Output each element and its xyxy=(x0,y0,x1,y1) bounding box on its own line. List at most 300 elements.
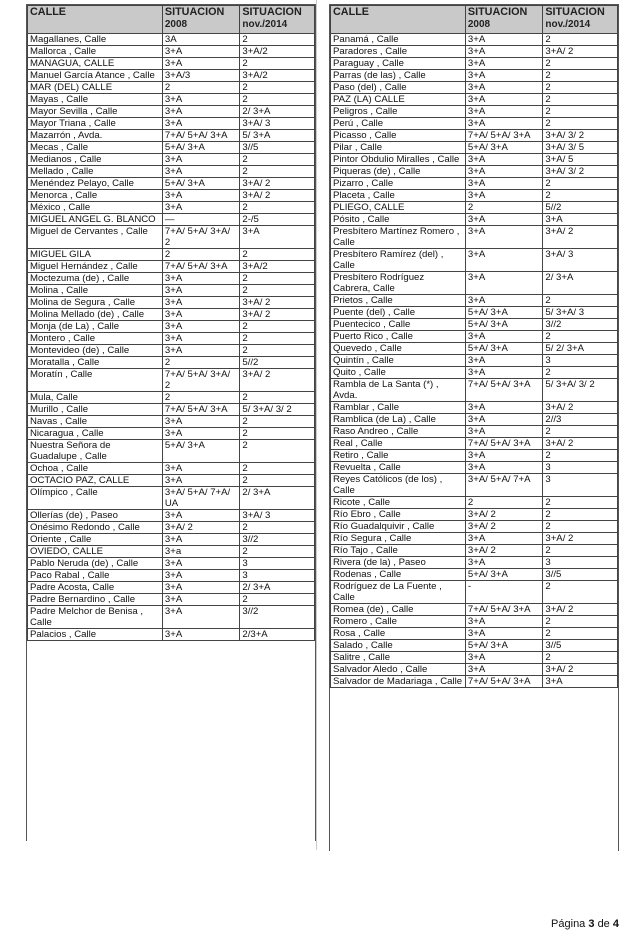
table-row xyxy=(28,309,315,321)
situacion-2008-cell: 3+A xyxy=(162,558,239,570)
situacion-nov-2014-cell: 3+A/ 3/ 5 xyxy=(543,142,618,154)
street-name-cell: PLIEGO, CALLE xyxy=(331,202,466,214)
table-row xyxy=(28,392,315,404)
situacion-nov-2014-cell: 2/ 3+A xyxy=(543,272,618,295)
situacion-nov-2014-cell: 2 xyxy=(240,58,315,70)
street-name-cell: MIGUEL ANGEL G. BLANCO xyxy=(28,214,163,226)
table-row xyxy=(331,509,618,521)
situacion-nov-2014-cell: 2 xyxy=(240,522,315,534)
situacion-2008-cell: 3+A xyxy=(162,570,239,582)
table-row xyxy=(28,285,315,297)
situacion-2008-cell: 3+A xyxy=(162,106,239,118)
table-row xyxy=(28,142,315,154)
table-row xyxy=(28,629,315,641)
street-name-cell: Pablo Neruda (de) , Calle xyxy=(28,558,163,570)
street-name-cell: Presbítero Ramírez (del) , Calle xyxy=(331,249,466,272)
street-name-cell: Mayor Sevilla , Calle xyxy=(28,106,163,118)
situacion-nov-2014-cell: 3+A/2 xyxy=(240,70,315,82)
street-name-cell: Padre Bernardino , Calle xyxy=(28,594,163,606)
street-name-cell: Revuelta , Calle xyxy=(331,462,466,474)
situacion-2008-cell: 3+A xyxy=(465,616,542,628)
table-row xyxy=(28,297,315,309)
table-row xyxy=(331,438,618,450)
situacion-2008-cell: 5+A/ 3+A xyxy=(465,319,542,331)
situacion-nov-2014-cell: 2 xyxy=(240,166,315,178)
situacion-nov-2014-cell: 2 xyxy=(240,34,315,46)
situacion-2008-cell: 3+A/ 2 xyxy=(465,509,542,521)
street-name-cell: Rodríguez de La Fuente , Calle xyxy=(331,581,466,604)
situacion-nov-2014-cell: 2 xyxy=(240,546,315,558)
situacion-nov-2014-cell: 2 xyxy=(240,285,315,297)
situacion-2008-cell: 7+A/ 5+A/ 3+A xyxy=(465,676,542,688)
table-row xyxy=(331,178,618,190)
situacion-nov-2014-cell: 3+A/ 2 xyxy=(240,178,315,190)
street-name-cell: Ollerías (de) , Paseo xyxy=(28,510,163,522)
street-name-cell: Pintor Obdulio Miralles , Calle xyxy=(331,154,466,166)
street-name-cell: Onésimo Redondo , Calle xyxy=(28,522,163,534)
situacion-nov-2014-cell: 2 xyxy=(240,249,315,261)
street-name-cell: Mayas , Calle xyxy=(28,94,163,106)
street-name-cell: Ricote , Calle xyxy=(331,497,466,509)
situacion-nov-2014-cell: 2 xyxy=(543,497,618,509)
situacion-2008-cell: 3+A xyxy=(465,46,542,58)
situacion-nov-2014-cell: 5/ 3+A/ 3 xyxy=(543,307,618,319)
situacion-nov-2014-cell: 3+A/ 3/ 2 xyxy=(543,166,618,178)
table-row xyxy=(331,118,618,130)
situacion-nov-2014-cell: 3//5 xyxy=(543,569,618,581)
table-row xyxy=(331,379,618,402)
right-table-body xyxy=(331,34,618,688)
table-row xyxy=(28,154,315,166)
table-row xyxy=(331,497,618,509)
situacion-nov-2014-cell: 2 xyxy=(543,521,618,533)
situacion-2008-cell: 7+A/ 5+A/ 3+A xyxy=(465,604,542,616)
situacion-nov-2014-cell: 3//5 xyxy=(240,142,315,154)
table-row xyxy=(331,652,618,664)
table-row xyxy=(331,402,618,414)
table-row xyxy=(28,261,315,273)
street-name-cell: Ochoa , Calle xyxy=(28,463,163,475)
situacion-nov-2014-cell: 3 xyxy=(240,558,315,570)
street-name-cell: Padre Melchor de Benisa , Calle xyxy=(28,606,163,629)
page-of: de xyxy=(597,918,610,930)
situacion-2008-cell: 3+A xyxy=(162,416,239,428)
street-name-cell: Prietos , Calle xyxy=(331,295,466,307)
situacion-2008-cell: 3+A xyxy=(465,295,542,307)
column-header-situacion-2008: SITUACION 2008 xyxy=(162,6,239,34)
situacion-2008-cell: 7+A/ 5+A/ 3+A xyxy=(465,379,542,402)
situacion-nov-2014-cell: 2/3+A xyxy=(240,629,315,641)
situacion-2008-cell: 5+A/ 3+A xyxy=(162,440,239,463)
table-row xyxy=(331,130,618,142)
table-row xyxy=(331,367,618,379)
situacion-nov-2014-cell: 3 xyxy=(543,462,618,474)
table-row xyxy=(331,581,618,604)
situacion-nov-2014-cell: 2 xyxy=(240,428,315,440)
situacion-nov-2014-cell: 3+A xyxy=(543,214,618,226)
situacion-nov-2014-cell: 3 xyxy=(240,570,315,582)
situacion-nov-2014-cell: 3//2 xyxy=(240,534,315,546)
table-row xyxy=(28,202,315,214)
situacion-2008-cell: 3+A xyxy=(465,70,542,82)
situacion-nov-2014-cell: 2 xyxy=(543,106,618,118)
situacion-2008-cell: 3+A xyxy=(465,166,542,178)
table-row xyxy=(28,333,315,345)
situacion-nov-2014-cell: 2 xyxy=(240,273,315,285)
situacion-2008-cell: 7+A/ 5+A/ 3+A xyxy=(162,404,239,416)
left-table-body xyxy=(28,34,315,641)
street-name-cell: Paraguay , Calle xyxy=(331,58,466,70)
situacion-nov-2014-cell: 2 xyxy=(543,581,618,604)
street-name-cell: Molina de Segura , Calle xyxy=(28,297,163,309)
situacion-nov-2014-cell: 2/ 3+A xyxy=(240,106,315,118)
street-name-cell: Navas , Calle xyxy=(28,416,163,428)
situacion-2008-cell: 3+A xyxy=(465,154,542,166)
situacion-2008-cell: 3+A xyxy=(465,331,542,343)
street-name-cell: Menorca , Calle xyxy=(28,190,163,202)
situacion-nov-2014-cell: 2/ 3+A xyxy=(240,487,315,510)
street-name-cell: Paso (del) , Calle xyxy=(331,82,466,94)
street-name-cell: Molina , Calle xyxy=(28,285,163,297)
street-name-cell: Moratalla , Calle xyxy=(28,357,163,369)
table-row xyxy=(331,106,618,118)
situacion-nov-2014-cell: 2/ 3+A xyxy=(240,582,315,594)
street-name-cell: Reyes Católicos (de los) , Calle xyxy=(331,474,466,497)
situacion-nov-2014-cell: 3+A/2 xyxy=(240,46,315,58)
table-row xyxy=(28,357,315,369)
table-row xyxy=(331,604,618,616)
table-row xyxy=(331,94,618,106)
page-label: Página xyxy=(551,918,586,930)
table-row xyxy=(28,118,315,130)
situacion-nov-2014-cell: 3+A xyxy=(240,226,315,249)
situacion-2008-cell: 3+A xyxy=(162,510,239,522)
situacion-nov-2014-cell: 3+A/ 2 xyxy=(240,309,315,321)
situacion-2008-cell: 3+A xyxy=(465,557,542,569)
left-table-header-row xyxy=(28,6,315,34)
left-streets-table xyxy=(27,5,315,641)
street-name-cell: OVIEDO, CALLE xyxy=(28,546,163,558)
situacion-2008-cell: 3+A xyxy=(465,450,542,462)
table-row xyxy=(28,58,315,70)
situacion-2008-cell: 5+A/ 3+A xyxy=(465,640,542,652)
table-row xyxy=(28,570,315,582)
table-row xyxy=(331,616,618,628)
situacion-2008-cell: 5+A/ 3+A xyxy=(162,178,239,190)
situacion-nov-2014-cell: 2 xyxy=(543,94,618,106)
table-row xyxy=(331,307,618,319)
situacion-nov-2014-cell: 2 xyxy=(543,295,618,307)
street-name-cell: Menéndez Pelayo, Calle xyxy=(28,178,163,190)
situacion-2008-cell: 3+A xyxy=(465,178,542,190)
table-row xyxy=(331,295,618,307)
situacion-2008-cell: 3+A xyxy=(162,321,239,333)
column-header-situacion-nov-2014: SITUACION nov./2014 xyxy=(240,6,315,34)
situacion-nov-2014-cell: 2 xyxy=(543,331,618,343)
situacion-2008-cell: 5+A/ 3+A xyxy=(465,569,542,581)
street-name-cell: Mellado , Calle xyxy=(28,166,163,178)
situacion-nov-2014-cell: 2 xyxy=(240,321,315,333)
street-name-cell: Montevideo (de) , Calle xyxy=(28,345,163,357)
situacion-2008-cell: 3+A xyxy=(465,628,542,640)
situacion-2008-cell: 3+A/ 5+A/ 7+A/ UA xyxy=(162,487,239,510)
table-row xyxy=(28,106,315,118)
situacion-nov-2014-cell: 3 xyxy=(543,557,618,569)
situacion-nov-2014-cell: 3+A/ 2 xyxy=(543,226,618,249)
situacion-nov-2014-cell: 3+A/ 2 xyxy=(543,46,618,58)
situacion-nov-2014-cell: 2 xyxy=(240,154,315,166)
situacion-2008-cell: 7+A/ 5+A/ 3+A/ 2 xyxy=(162,369,239,392)
situacion-nov-2014-cell: 2 xyxy=(240,594,315,606)
table-row xyxy=(331,46,618,58)
situacion-2008-cell: 3+A xyxy=(465,106,542,118)
situacion-nov-2014-cell: 2 xyxy=(543,178,618,190)
table-row xyxy=(331,154,618,166)
situacion-nov-2014-cell: 3//2 xyxy=(543,319,618,331)
situacion-2008-cell: 2 xyxy=(162,249,239,261)
table-row xyxy=(331,414,618,426)
situacion-2008-cell: 7+A/ 5+A/ 3+A/ 2 xyxy=(162,226,239,249)
street-name-cell: Quintín , Calle xyxy=(331,355,466,367)
situacion-2008-cell: 7+A/ 5+A/ 3+A xyxy=(465,438,542,450)
street-name-cell: Río Tajo , Calle xyxy=(331,545,466,557)
table-row xyxy=(28,130,315,142)
right-table-header-row xyxy=(331,6,618,34)
table-row xyxy=(28,463,315,475)
situacion-2008-cell: 3+A xyxy=(162,428,239,440)
situacion-2008-cell: 3+A xyxy=(162,475,239,487)
situacion-nov-2014-cell: 3+A/ 2 xyxy=(240,369,315,392)
right-streets-table xyxy=(330,5,618,688)
street-name-cell: Palacios , Calle xyxy=(28,629,163,641)
street-name-cell: Río Segura , Calle xyxy=(331,533,466,545)
street-name-cell: Placeta , Calle xyxy=(331,190,466,202)
table-row xyxy=(331,676,618,688)
table-row xyxy=(331,249,618,272)
street-name-cell: Moratín , Calle xyxy=(28,369,163,392)
situacion-2008-cell: 3+A xyxy=(465,226,542,249)
table-row xyxy=(331,214,618,226)
situacion-nov-2014-cell: 2 xyxy=(543,34,618,46)
table-row xyxy=(331,450,618,462)
situacion-2008-cell: 3+A xyxy=(162,463,239,475)
street-name-cell: Panamá , Calle xyxy=(331,34,466,46)
street-name-cell: Manuel García Atance , Calle xyxy=(28,70,163,82)
situacion-2008-cell: 3+A xyxy=(465,355,542,367)
table-row xyxy=(331,628,618,640)
situacion-2008-cell: 5+A/ 3+A xyxy=(465,142,542,154)
situacion-nov-2014-cell: 5/ 2/ 3+A xyxy=(543,343,618,355)
situacion-nov-2014-cell: 2 xyxy=(543,450,618,462)
situacion-2008-cell: 3A xyxy=(162,34,239,46)
table-row xyxy=(331,272,618,295)
street-name-cell: Picasso , Calle xyxy=(331,130,466,142)
situacion-2008-cell: 3+A xyxy=(162,46,239,58)
situacion-nov-2014-cell: 2 xyxy=(240,475,315,487)
situacion-nov-2014-cell: 2 xyxy=(240,463,315,475)
situacion-2008-cell: 3+A xyxy=(162,297,239,309)
situacion-2008-cell: 3+A xyxy=(162,273,239,285)
situacion-nov-2014-cell: 3+A/2 xyxy=(240,261,315,273)
table-row xyxy=(28,369,315,392)
situacion-nov-2014-cell: 3+A/ 2 xyxy=(543,604,618,616)
street-name-cell: Pósito , Calle xyxy=(331,214,466,226)
situacion-nov-2014-cell: 2 xyxy=(543,652,618,664)
situacion-nov-2014-cell: 2//3 xyxy=(543,414,618,426)
table-row xyxy=(28,546,315,558)
table-row xyxy=(28,273,315,285)
street-name-cell: Presbítero Rodríguez Cabrera, Calle xyxy=(331,272,466,295)
situacion-nov-2014-cell: 3+A/ 2 xyxy=(543,402,618,414)
table-row xyxy=(331,462,618,474)
situacion-2008-cell: 3+A xyxy=(465,652,542,664)
street-name-cell: Miguel Hernández , Calle xyxy=(28,261,163,273)
situacion-2008-cell: 3+A xyxy=(465,272,542,295)
column-header-situacion-2008: SITUACION 2008 xyxy=(465,6,542,34)
situacion-2008-cell: 3+A xyxy=(465,402,542,414)
situacion-2008-cell: 7+A/ 5+A/ 3+A xyxy=(465,130,542,142)
street-name-cell: Quevedo , Calle xyxy=(331,343,466,355)
street-name-cell: Puentecico , Calle xyxy=(331,319,466,331)
situacion-nov-2014-cell: 2 xyxy=(543,545,618,557)
situacion-nov-2014-cell: 3+A/ 5 xyxy=(543,154,618,166)
street-name-cell: Salvador Aledo , Calle xyxy=(331,664,466,676)
situacion-nov-2014-cell: 2 xyxy=(543,616,618,628)
situacion-nov-2014-cell: 3//5 xyxy=(543,640,618,652)
situacion-2008-cell: 3+A xyxy=(162,333,239,345)
situacion-2008-cell: 3+A xyxy=(162,606,239,629)
street-name-cell: MANAGUA, CALLE xyxy=(28,58,163,70)
situacion-2008-cell: 2 xyxy=(162,357,239,369)
situacion-2008-cell: 3+A xyxy=(465,664,542,676)
situacion-nov-2014-cell: 2 xyxy=(543,82,618,94)
street-name-cell: MIGUEL GILA xyxy=(28,249,163,261)
table-row xyxy=(28,475,315,487)
situacion-nov-2014-cell: 2 xyxy=(543,426,618,438)
street-name-cell: Medianos , Calle xyxy=(28,154,163,166)
column-header-situacion-nov-2014: SITUACION nov./2014 xyxy=(543,6,618,34)
situacion-2008-cell: 3+A xyxy=(465,214,542,226)
table-row xyxy=(331,343,618,355)
right-table-panel xyxy=(329,4,619,851)
street-name-cell: Mazarrón , Avda. xyxy=(28,130,163,142)
street-name-cell: Salado , Calle xyxy=(331,640,466,652)
situacion-nov-2014-cell: 5//2 xyxy=(240,357,315,369)
situacion-2008-cell: 3+A xyxy=(162,58,239,70)
table-row xyxy=(28,34,315,46)
street-name-cell: Murillo , Calle xyxy=(28,404,163,416)
street-name-cell: Monja (de La) , Calle xyxy=(28,321,163,333)
situacion-2008-cell: 3+A/ 2 xyxy=(162,522,239,534)
situacion-2008-cell: 3+A xyxy=(465,367,542,379)
table-row xyxy=(331,82,618,94)
street-name-cell: Puerto Rico , Calle xyxy=(331,331,466,343)
street-name-cell: Moctezuma (de) , Calle xyxy=(28,273,163,285)
street-name-cell: Salitre , Calle xyxy=(331,652,466,664)
situacion-nov-2014-cell: 2 xyxy=(543,70,618,82)
page-total: 4 xyxy=(612,918,619,930)
situacion-nov-2014-cell: 2 xyxy=(240,392,315,404)
table-row xyxy=(331,640,618,652)
table-row xyxy=(28,82,315,94)
situacion-nov-2014-cell: 2-/5 xyxy=(240,214,315,226)
table-row xyxy=(28,190,315,202)
scan-fold-line xyxy=(316,0,317,850)
table-row xyxy=(331,70,618,82)
street-name-cell: Pilar , Calle xyxy=(331,142,466,154)
street-name-cell: Miguel de Cervantes , Calle xyxy=(28,226,163,249)
situacion-nov-2014-cell: 2 xyxy=(240,82,315,94)
table-row xyxy=(28,178,315,190)
situacion-nov-2014-cell: 3+A/ 3 xyxy=(543,249,618,272)
table-row xyxy=(28,487,315,510)
page-current: 3 xyxy=(588,918,595,930)
situacion-2008-cell: — xyxy=(162,214,239,226)
street-name-cell: Rodenas , Calle xyxy=(331,569,466,581)
situacion-2008-cell: 2 xyxy=(162,392,239,404)
situacion-2008-cell: - xyxy=(465,581,542,604)
street-name-cell: Nuestra Señora de Guadalupe , Calle xyxy=(28,440,163,463)
table-row xyxy=(28,249,315,261)
situacion-nov-2014-cell: 5/ 3+A xyxy=(240,130,315,142)
table-row xyxy=(331,319,618,331)
situacion-2008-cell: 3+A xyxy=(465,190,542,202)
situacion-nov-2014-cell: 2 xyxy=(240,440,315,463)
table-row xyxy=(331,521,618,533)
situacion-nov-2014-cell: 2 xyxy=(543,628,618,640)
situacion-nov-2014-cell: 3+A/ 3 xyxy=(240,118,315,130)
situacion-2008-cell: 3+A xyxy=(162,534,239,546)
situacion-nov-2014-cell: 5//2 xyxy=(543,202,618,214)
situacion-2008-cell: 3+A xyxy=(162,285,239,297)
situacion-2008-cell: 7+A/ 5+A/ 3+A xyxy=(162,130,239,142)
table-row xyxy=(28,345,315,357)
table-row xyxy=(28,534,315,546)
situacion-2008-cell: 3+A xyxy=(162,202,239,214)
street-name-cell: Padre Acosta, Calle xyxy=(28,582,163,594)
situacion-2008-cell: 2 xyxy=(465,202,542,214)
situacion-nov-2014-cell: 2 xyxy=(240,202,315,214)
street-name-cell: Oriente , Calle xyxy=(28,534,163,546)
street-name-cell: Molina Mellado (de) , Calle xyxy=(28,309,163,321)
table-row xyxy=(28,522,315,534)
street-name-cell: Piqueras (de) , Calle xyxy=(331,166,466,178)
table-row xyxy=(331,569,618,581)
street-name-cell: Nicaragua , Calle xyxy=(28,428,163,440)
situacion-2008-cell: 3+A xyxy=(162,345,239,357)
table-row xyxy=(331,474,618,497)
street-name-cell: Rambla de La Santa (*) , Avda. xyxy=(331,379,466,402)
situacion-2008-cell: 3+A xyxy=(162,118,239,130)
street-name-cell: Magallanes, Calle xyxy=(28,34,163,46)
table-row xyxy=(28,404,315,416)
street-name-cell: Mayor Triana , Calle xyxy=(28,118,163,130)
street-name-cell: Romea (de) , Calle xyxy=(331,604,466,616)
table-row xyxy=(331,664,618,676)
situacion-2008-cell: 3+A xyxy=(465,533,542,545)
street-name-cell: Perú , Calle xyxy=(331,118,466,130)
street-name-cell: Puente (del) , Calle xyxy=(331,307,466,319)
street-name-cell: Mecas , Calle xyxy=(28,142,163,154)
street-name-cell: Raso Andreo , Calle xyxy=(331,426,466,438)
table-row xyxy=(28,166,315,178)
column-header-calle: CALLE xyxy=(28,6,163,34)
situacion-2008-cell: 3+A/3 xyxy=(162,70,239,82)
table-row xyxy=(331,557,618,569)
situacion-2008-cell: 2 xyxy=(465,497,542,509)
situacion-2008-cell: 3+A xyxy=(465,94,542,106)
situacion-2008-cell: 3+A xyxy=(465,34,542,46)
